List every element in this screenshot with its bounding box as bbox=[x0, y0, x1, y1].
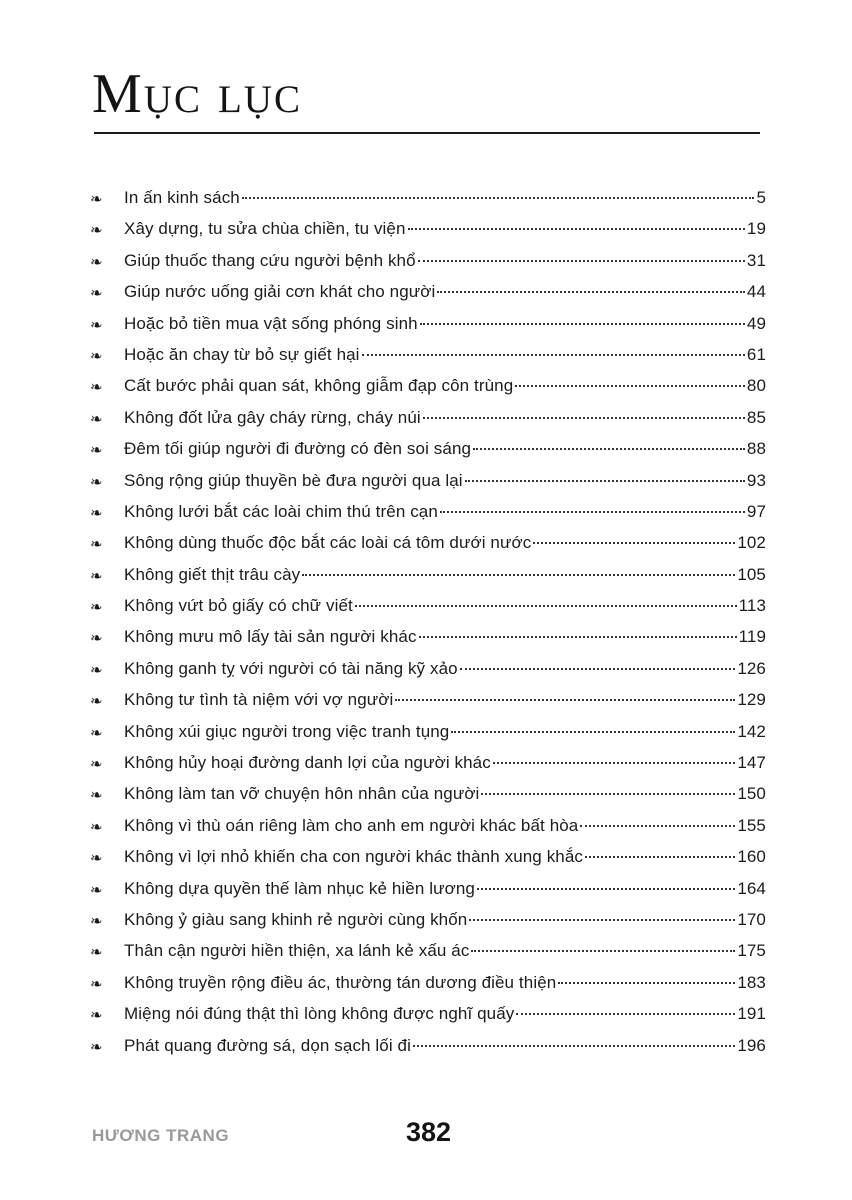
toc-entry-page: 49 bbox=[746, 313, 766, 333]
toc-entry-page: 170 bbox=[737, 909, 766, 929]
toc-entry-page: 142 bbox=[737, 721, 766, 741]
toc-entry-label: Phát quang đường sá, dọn sạch lối đi bbox=[124, 1035, 411, 1055]
toc-entry-page: 31 bbox=[746, 250, 766, 270]
toc-entry bbox=[90, 722, 766, 753]
toc-entry bbox=[90, 847, 766, 878]
toc-entry-page: 44 bbox=[746, 282, 766, 302]
toc-entry-label: Giúp thuốc thang cứu người bệnh khổ bbox=[124, 250, 416, 270]
toc-entry bbox=[90, 910, 766, 941]
toc-entry-page: 196 bbox=[737, 1035, 766, 1055]
toc-entry-page: 5 bbox=[756, 188, 766, 207]
toc-entry-label: Cất bước phải quan sát, không giẫm đạp côn trùng bbox=[124, 376, 514, 396]
toc-entry-page: 119 bbox=[738, 627, 766, 647]
toc-entry bbox=[90, 784, 766, 815]
toc-entry bbox=[90, 1004, 766, 1035]
fleuron-icon: ❧ bbox=[90, 912, 103, 930]
toc-entry bbox=[90, 973, 766, 1004]
fleuron-icon: ❧ bbox=[90, 473, 103, 491]
fleuron-icon: ❧ bbox=[90, 881, 103, 899]
toc-entry-page: 129 bbox=[737, 690, 766, 710]
toc-entry-label: Hoặc bỏ tiền mua vật sống phóng sinh bbox=[124, 313, 418, 333]
dot-leader bbox=[493, 762, 735, 764]
toc-entry-label: In ấn kinh sách bbox=[124, 188, 240, 207]
toc-entry-page: 80 bbox=[746, 376, 766, 396]
toc-entry-label: Không dùng thuốc độc bắt các loài cá tôm dưới nước bbox=[124, 533, 532, 553]
toc-entry bbox=[90, 596, 766, 627]
toc-entry-label: Không xúi giục người trong việc tranh tụng bbox=[124, 721, 450, 741]
toc-entry bbox=[90, 659, 766, 690]
dot-leader bbox=[533, 542, 735, 544]
fleuron-icon: ❧ bbox=[90, 379, 103, 397]
toc-entry-label: Không mưu mô lấy tài sản người khác bbox=[124, 627, 417, 647]
toc-entry bbox=[90, 816, 766, 847]
toc-entry-label: Xây dựng, tu sửa chùa chiền, tu viện bbox=[124, 219, 406, 239]
dot-leader bbox=[302, 574, 735, 576]
toc-entry-page: 105 bbox=[737, 564, 766, 584]
toc-entry-page: 175 bbox=[737, 941, 766, 961]
fleuron-icon: ❧ bbox=[90, 756, 103, 774]
dot-leader bbox=[423, 417, 745, 419]
dot-leader bbox=[413, 1045, 735, 1047]
toc-entry bbox=[90, 565, 766, 596]
fleuron-icon: ❧ bbox=[90, 253, 103, 271]
fleuron-icon: ❧ bbox=[90, 1007, 103, 1025]
dot-leader bbox=[471, 950, 735, 952]
toc-entry-label: Không giết thịt trâu cày bbox=[124, 564, 301, 584]
toc-entry-page: 147 bbox=[737, 753, 766, 773]
dot-leader bbox=[408, 228, 745, 230]
toc-entry-label: Thân cận người hiền thiện, xa lánh kẻ xấu ác bbox=[124, 941, 470, 961]
toc-entry bbox=[90, 188, 766, 219]
dot-leader bbox=[473, 448, 745, 450]
toc-entry-label: Giúp nước uống giải cơn khát cho người bbox=[124, 282, 436, 302]
toc-entry bbox=[90, 251, 766, 282]
dot-leader bbox=[469, 919, 735, 921]
toc-entry-page: 88 bbox=[746, 439, 766, 459]
fleuron-icon: ❧ bbox=[90, 191, 103, 208]
dot-leader bbox=[242, 197, 755, 199]
dot-leader bbox=[362, 354, 745, 356]
dot-leader bbox=[481, 793, 735, 795]
dot-leader bbox=[516, 1013, 735, 1015]
fleuron-icon: ❧ bbox=[90, 536, 103, 554]
toc-entry-page: 19 bbox=[746, 219, 766, 239]
toc-entry-page: 102 bbox=[737, 533, 766, 553]
toc-entry bbox=[90, 941, 766, 972]
fleuron-icon: ❧ bbox=[90, 567, 103, 585]
toc-entry-page: 93 bbox=[746, 470, 766, 490]
dot-leader bbox=[418, 260, 745, 262]
toc-entry-page: 113 bbox=[738, 596, 766, 616]
toc-entry bbox=[90, 533, 766, 564]
toc-entry-label: Không làm tan vỡ chuyện hôn nhân của người bbox=[124, 784, 480, 804]
toc-entry bbox=[90, 690, 766, 721]
toc-entry-label: Không hủy hoại đường danh lợi của người khác bbox=[124, 753, 491, 773]
toc-entry bbox=[90, 408, 766, 439]
toc-entry-page: 97 bbox=[746, 501, 766, 521]
toc-entry-label: Không vì lợi nhỏ khiến cha con người khác thành xung khắc bbox=[124, 847, 583, 867]
dot-leader bbox=[585, 856, 735, 858]
toc-entry-label: Không ganh tỵ với người có tài năng kỹ xảo bbox=[124, 658, 458, 678]
toc-entry-label: Không đốt lửa gây cháy rừng, cháy núi bbox=[124, 407, 421, 427]
fleuron-icon: ❧ bbox=[90, 347, 103, 365]
dot-leader bbox=[460, 668, 736, 670]
fleuron-icon: ❧ bbox=[90, 504, 103, 522]
fleuron-icon: ❧ bbox=[90, 285, 103, 303]
dot-leader bbox=[420, 323, 745, 325]
fleuron-icon: ❧ bbox=[90, 975, 103, 993]
fleuron-icon: ❧ bbox=[90, 316, 103, 334]
fleuron-icon: ❧ bbox=[90, 410, 103, 428]
dot-leader bbox=[580, 825, 735, 827]
dot-leader bbox=[465, 480, 745, 482]
page-number: 382 bbox=[406, 1117, 452, 1147]
fleuron-icon: ❧ bbox=[90, 1038, 103, 1056]
toc-entry-label: Hoặc ăn chay từ bỏ sự giết hại bbox=[124, 344, 360, 364]
toc-entry-page: 160 bbox=[737, 847, 766, 867]
dot-leader bbox=[477, 888, 735, 890]
toc-entry-label: Không truyền rộng điều ác, thường tán dương điều thiện bbox=[124, 972, 557, 992]
title-rule bbox=[94, 132, 760, 134]
fleuron-icon: ❧ bbox=[90, 599, 103, 617]
toc-entry bbox=[90, 471, 766, 502]
page-title: Mục lục bbox=[92, 63, 302, 125]
toc-entry bbox=[90, 314, 766, 345]
toc-entry bbox=[90, 1036, 766, 1067]
toc-entry-page: 155 bbox=[737, 815, 766, 835]
publisher-name: HƯƠNG TRANG bbox=[92, 1126, 230, 1145]
toc-entry bbox=[90, 753, 766, 784]
toc-entry-label: Miệng nói đúng thật thì lòng không được nghĩ quấy bbox=[124, 1004, 515, 1024]
toc-entry-page: 164 bbox=[737, 878, 766, 898]
toc-entry bbox=[90, 627, 766, 658]
dot-leader bbox=[355, 605, 737, 607]
toc-entry-page: 191 bbox=[737, 1004, 766, 1024]
fleuron-icon: ❧ bbox=[90, 724, 103, 742]
dot-leader bbox=[451, 731, 735, 733]
dot-leader bbox=[395, 699, 735, 701]
fleuron-icon: ❧ bbox=[90, 630, 103, 648]
toc-entry-page: 183 bbox=[737, 972, 766, 992]
toc-entry-label: Đêm tối giúp người đi đường có đèn soi sáng bbox=[124, 439, 472, 459]
toc-entry-label: Không dựa quyền thế làm nhục kẻ hiền lương bbox=[124, 878, 475, 898]
toc-entry-page: 61 bbox=[746, 344, 766, 364]
table-of-contents bbox=[90, 188, 766, 1067]
dot-leader bbox=[515, 385, 745, 387]
fleuron-icon: ❧ bbox=[90, 661, 103, 679]
toc-entry-page: 126 bbox=[737, 658, 766, 678]
toc-entry-label: Không vì thù oán riêng làm cho anh em người khác bất hòa bbox=[124, 815, 579, 835]
fleuron-icon: ❧ bbox=[90, 442, 103, 460]
fleuron-icon: ❧ bbox=[90, 818, 103, 836]
toc-entry bbox=[90, 502, 766, 533]
toc-entry-label: Sông rộng giúp thuyền bè đưa người qua lại bbox=[124, 470, 463, 490]
toc-entry bbox=[90, 219, 766, 250]
toc-entry bbox=[90, 879, 766, 910]
toc-entry bbox=[90, 376, 766, 407]
dot-leader bbox=[558, 982, 735, 984]
fleuron-icon: ❧ bbox=[90, 850, 103, 868]
fleuron-icon: ❧ bbox=[90, 787, 103, 805]
toc-entry-label: Không ỷ giàu sang khinh rẻ người cùng khốn bbox=[124, 909, 468, 929]
toc-entry-label: Không tư tình tà niệm với vợ người bbox=[124, 690, 394, 710]
toc-entry-label: Không lưới bắt các loài chim thú trên cạn bbox=[124, 501, 438, 521]
fleuron-icon: ❧ bbox=[90, 222, 103, 240]
dot-leader bbox=[419, 636, 737, 638]
toc-entry-label: Không vứt bỏ giấy có chữ viết bbox=[124, 596, 353, 616]
dot-leader bbox=[440, 511, 745, 513]
fleuron-icon: ❧ bbox=[90, 693, 103, 711]
fleuron-icon: ❧ bbox=[90, 944, 103, 962]
toc-entry bbox=[90, 345, 766, 376]
dot-leader bbox=[437, 291, 744, 293]
toc-entry-page: 85 bbox=[746, 407, 766, 427]
toc-entry bbox=[90, 282, 766, 313]
toc-entry-page: 150 bbox=[737, 784, 766, 804]
toc-entry bbox=[90, 439, 766, 470]
